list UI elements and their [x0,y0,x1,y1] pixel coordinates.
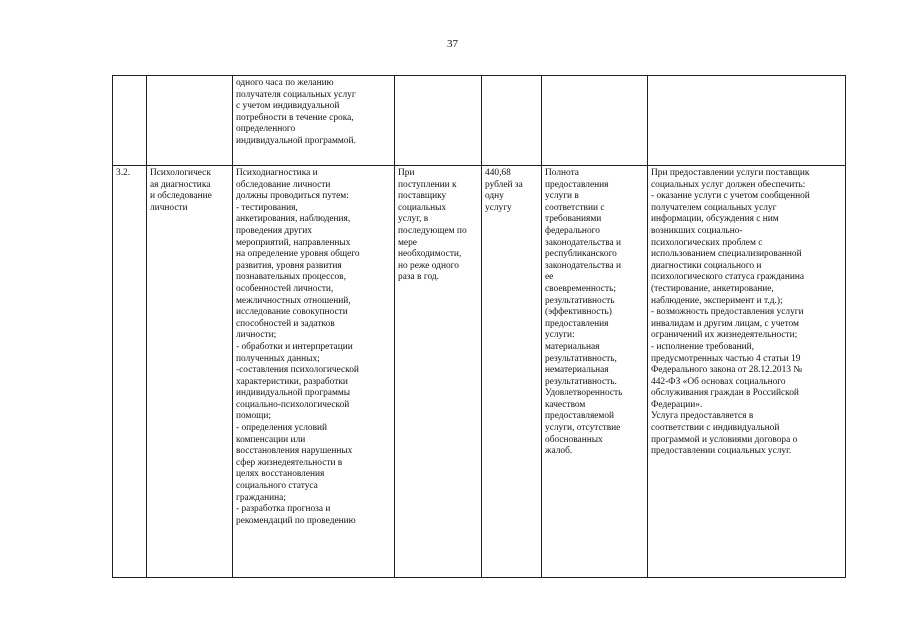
cell-description: Психодиагностика и обследование личности должны проводиться путем: - тестирования, анкетирования, наблюдения, проведения других мероприятий, направленных на определение уровня общего развития, уровня развития познавательных процессов, особенностей личности, межличностных отношений, исследование совокупности способностей и задатков личности; - обработки и интерпретации полученных данных; -составления психологической характеристики, разработки индивидуальной программы социально-психологической помощи; - определения условий компенсации или восстановления нарушенных сфер жизнедеятельности в целях восстановления социального статуса гражданина; - разработка прогноза и рекомендаций по проведению [233,166,395,578]
cell-price: 440,68 рублей за одну услугу [482,166,542,578]
cell-number: 3.2. [113,166,147,578]
cell-description: одного часа по желанию получателя социальных услуг с учетом индивидуальной потребности в течение срока, определенного индивидуальной программой. [233,76,395,166]
cell-service-name: Психологическ ая диагностика и обследование личности [147,166,233,578]
cell-number [113,76,147,166]
page-number: 37 [447,38,458,50]
table-row-service-3-2 [113,166,846,578]
cell-quality: Полнота предоставления услуги в соответствии с требованиями федерального законодательства и республиканского законодательства и ее своевременность; результативность (эффективность) предоставления услуги: материальная результативность, нематериальная результативность. Удовлетворенность качеством предоставляемой услуги, отсутствие обоснованных жалоб. [542,166,648,578]
services-table [112,75,846,578]
cell-conditions [648,76,846,166]
cell-price [482,76,542,166]
cell-timing [395,76,482,166]
cell-conditions: При предоставлении услуги поставщик социальных услуг должен обеспечить: - оказание услуги с учетом сообщенной получателем социальных услуг информации, обсуждения с ним возникших социально- психологических проблем с использованием специализированной диагностики социального и психологического статуса гражданина (тестирование, анкетирование, наблюдение, эксперимент и т.д.); - возможность предоставления услуги инвалидам и другим лицам, с учетом ограничений их жизнедеятельности; - исполнение требований, предусмотренных частью 4 статьи 19 Федерального закона от 28.12.2013 № 442-ФЗ «Об основах социального обслуживания граждан в Российской Федерации». Услуга предоставляется в соответствии с индивидуальной программой и условиями договора о предоставлении социальных услуг. [648,166,846,578]
cell-quality [542,76,648,166]
cell-service-name [147,76,233,166]
table-row-continuation [113,76,846,166]
cell-timing: При поступлении к поставщику социальных услуг, в последующем по мере необходимости, но реже одного раза в год. [395,166,482,578]
